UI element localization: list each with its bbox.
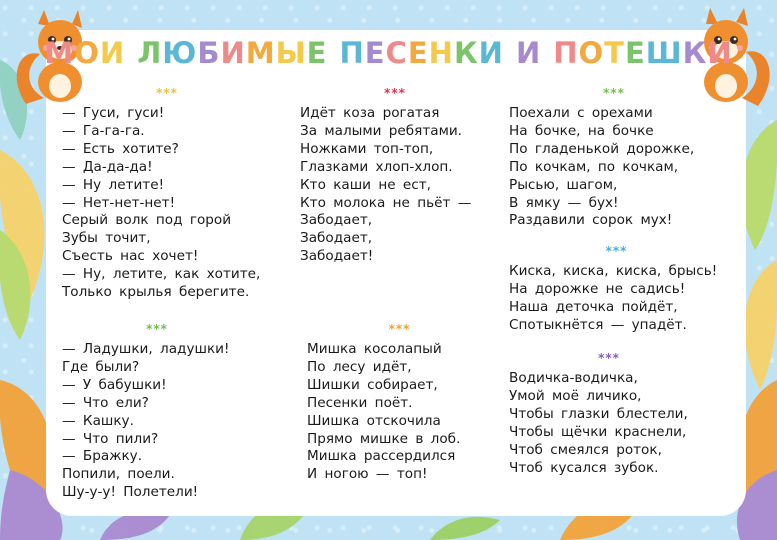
- poem-line: Глазками хлоп-хлоп.: [300, 158, 453, 175]
- title-letter: О: [578, 36, 605, 70]
- title-letter: Е: [407, 36, 429, 70]
- leaf-yellow-right: [745, 260, 777, 390]
- poem-line: Умой моё личико,: [509, 387, 642, 404]
- poem-stars: ***: [146, 322, 168, 336]
- poem-line: Зубы точит,: [62, 230, 151, 247]
- poem-line: Мишка рассердился: [307, 448, 456, 465]
- poem-line: Водичка-водичка,: [509, 370, 638, 386]
- poem-line: — У бабушки!: [62, 376, 167, 393]
- poem-line: Кто молока не пьёт —: [300, 194, 472, 211]
- poem-line: — Ну летите!: [62, 176, 165, 193]
- poem-line: Чтобы щёчки краснели,: [509, 423, 687, 440]
- poem-line: Чтоб смеялся роток,: [509, 441, 662, 458]
- poem-line: По гладенькой дорожке,: [509, 140, 695, 157]
- poem-geese: [62, 86, 272, 302]
- poem-kitty: [509, 244, 724, 335]
- poem-line: — Нет-нет-нет!: [62, 194, 176, 211]
- poem-line: В ямку — бух!: [509, 194, 619, 211]
- poem-line: По лесу идёт,: [307, 358, 412, 375]
- poem-line: — Ладушки, ладушки!: [62, 341, 230, 357]
- poem-line: Забодает,: [300, 212, 373, 229]
- title-letter: П: [553, 36, 579, 70]
- poem-line: Рысью, шагом,: [509, 176, 618, 193]
- poem-line: — Га-га-га.: [62, 122, 145, 139]
- poem-line: Попили, поели.: [62, 466, 175, 483]
- poem-line: На бочке, на бочке: [509, 122, 654, 139]
- poem-line: Спотыкнётся — упадёт.: [509, 316, 687, 333]
- title-letter: О: [74, 36, 100, 70]
- poem-stars: ***: [156, 86, 178, 100]
- title-letter: М: [245, 36, 276, 70]
- poem-line: Поехали с орехами: [509, 105, 653, 121]
- poem-line: Наша деточка пойдёт,: [509, 298, 678, 315]
- poem-line: Съесть нас хочет!: [62, 248, 199, 265]
- title-letter: Ю: [162, 36, 198, 70]
- title-letter: Л: [137, 36, 163, 70]
- poem-stars: ***: [603, 86, 625, 100]
- title-letter: Б: [197, 36, 221, 70]
- poem-line: Песенки поёт.: [307, 394, 413, 411]
- poem-line: Мишка косолапый: [307, 341, 442, 357]
- poem-line: Забодает!: [300, 248, 374, 265]
- page-title: [0, 36, 777, 70]
- poem-line: Только крылья берегите.: [62, 284, 250, 301]
- poem-ladushki: [62, 322, 252, 502]
- poem-stars: ***: [605, 244, 628, 258]
- title-letter: М: [44, 36, 75, 70]
- poem-line: — Есть хотите?: [62, 140, 179, 157]
- title-letter: К: [682, 36, 708, 70]
- poem-line: — Кашку.: [62, 412, 134, 429]
- poem-line: Серый волк под горой: [62, 212, 232, 229]
- poem-line: — Гуси, гуси!: [62, 105, 165, 121]
- poem-line: — Что ели?: [62, 394, 149, 411]
- title-letter: Н: [428, 36, 454, 70]
- poem-line: — Да-да-да!: [62, 158, 153, 175]
- title-letter: И: [515, 36, 542, 70]
- poem-stars: ***: [388, 322, 411, 336]
- title-letter: К: [453, 36, 479, 70]
- poem-line: И ногою — топ!: [307, 466, 428, 483]
- leaf-green-bottom-2: [430, 517, 500, 540]
- poem-line: Кто каши не ест,: [300, 176, 431, 193]
- poem-line: Ножками топ-топ,: [300, 140, 434, 157]
- poem-line: Где были?: [62, 358, 140, 375]
- poem-line: — Что пили?: [62, 430, 159, 447]
- leaf-green-right: [741, 120, 777, 250]
- title-letter: И: [478, 36, 504, 70]
- poem-line: Забодает,: [300, 230, 373, 247]
- title-letter: Е: [624, 36, 646, 70]
- poem-line: Прямо мишке в лоб.: [307, 430, 461, 447]
- poem-line: Шишка отскочила: [307, 412, 441, 429]
- poem-line: Идёт коза рогатая: [300, 105, 440, 121]
- title-letter: Е: [364, 36, 386, 70]
- poem-line: Киска, киска, киска, брысь!: [509, 263, 718, 279]
- title-letter: Ы: [275, 36, 307, 70]
- poem-line: Чтобы глазки блестели,: [509, 405, 688, 422]
- poem-line: — Ну, летите, как хотите,: [62, 266, 261, 283]
- poem-line: На дорожке не садись!: [509, 280, 686, 297]
- poem-line: Шишки собирает,: [307, 376, 438, 393]
- poem-line: Шу-у-у! Полетели!: [62, 484, 199, 501]
- poem-water: [509, 351, 709, 477]
- poem-line: За малыми ребятами.: [300, 122, 462, 139]
- title-letter: Т: [604, 36, 625, 70]
- title-letter: И: [220, 36, 246, 70]
- title-letter: И: [99, 36, 126, 70]
- title-letter: Ш: [645, 36, 683, 70]
- poem-line: Чтоб кусался зубок.: [509, 459, 659, 476]
- poem-nuts: [509, 86, 719, 230]
- title-letter: Е: [306, 36, 328, 70]
- poem-goat: [300, 86, 490, 266]
- poem-line: — Бражку.: [62, 448, 143, 465]
- poem-stars: ***: [598, 351, 620, 365]
- poem-line: Раздавили сорок мух!: [509, 212, 673, 229]
- title-letter: С: [385, 36, 408, 70]
- title-letter: П: [339, 36, 365, 70]
- title-letter: И: [707, 36, 733, 70]
- poem-line: По кочкам, по кочкам,: [509, 158, 679, 175]
- poem-stars: ***: [384, 86, 406, 100]
- poem-bear: [307, 322, 492, 484]
